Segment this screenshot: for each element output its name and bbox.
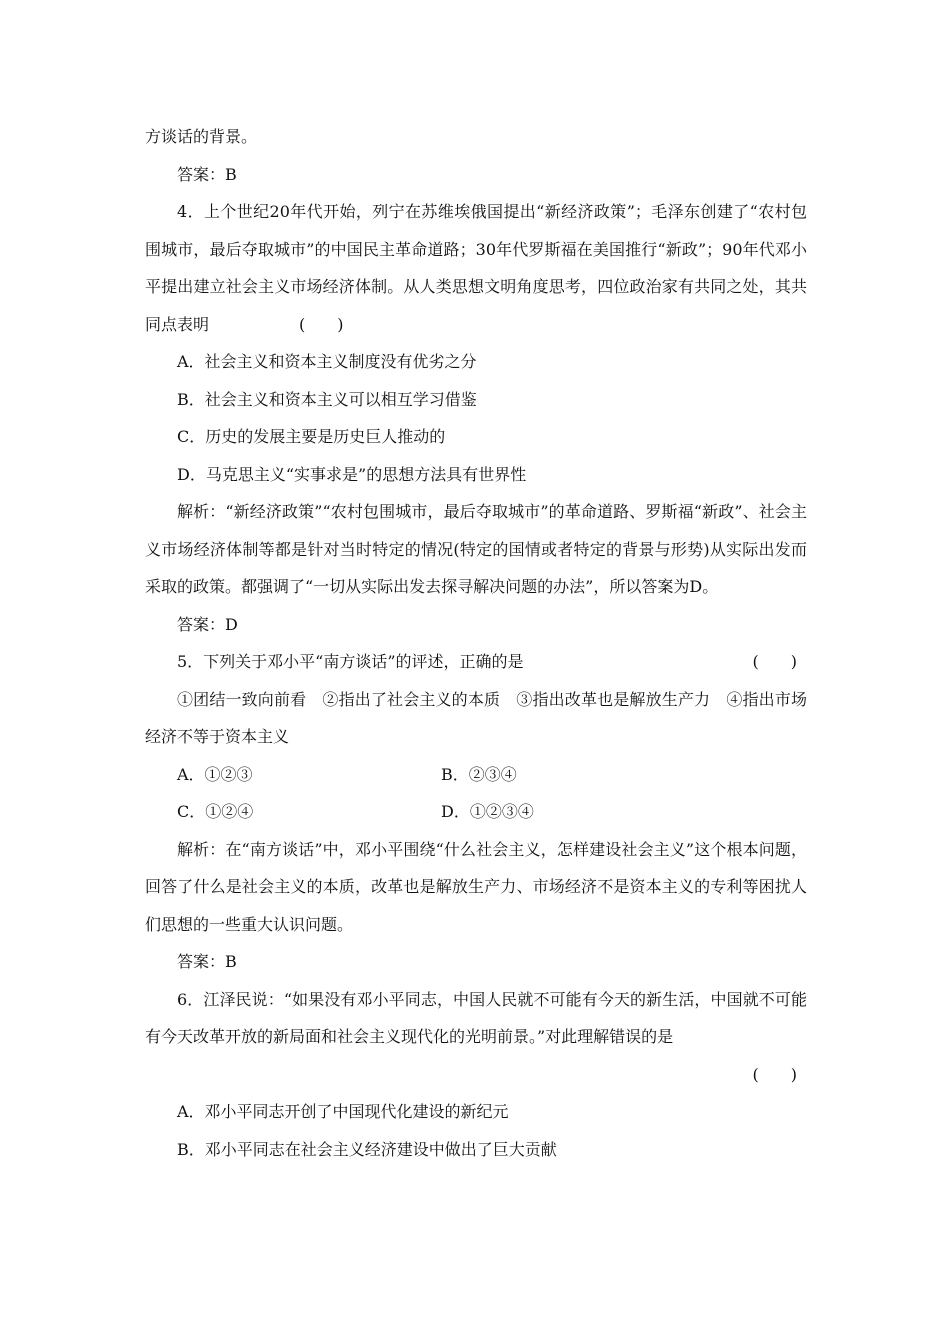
question-5-stem — [145, 643, 807, 681]
question-6-paren-line — [145, 1056, 807, 1094]
document-page — [145, 118, 807, 1168]
question-5-explanation: 解析：在“南方谈话”中，邓小平围绕“什么社会主义，怎样建设社会主义”这个根本问题，回答了什么是社会主义的本质，改革也是解放生产力、市场经济不是资本主义的专利等困扰人们思想的一些重大认识问题。 — [145, 839, 807, 934]
question-4-stem — [145, 193, 807, 343]
question-5-option-d: D．①②③④ — [441, 802, 534, 821]
question-4-answer-blank: ( ) — [299, 314, 344, 334]
question-5-statements: ①团结一致向前看 ②指出了社会主义的本质 ③指出改革也是解放生产力 ④指出市场经济不等于资本主义 — [145, 689, 807, 746]
answer-3: 答案：B — [177, 164, 237, 184]
question-5-option-a: A．①②③ — [177, 764, 253, 784]
question-6-stem: 6．江泽民说：“如果没有邓小平同志，中国人民就不可能有今天的新生活，中国就不可能有今天改革开放的新局面和社会主义现代化的光明前景。”对此理解错误的是 — [145, 989, 807, 1046]
question-4-option-b: B．社会主义和资本主义可以相互学习借鉴 — [177, 389, 477, 409]
question-4-option-c: C．历史的发展主要是历史巨人推动的 — [177, 427, 446, 446]
question-6-option-a: A．邓小平同志开创了中国现代化建设的新纪元 — [177, 1102, 509, 1121]
question-4-explanation: 解析：“新经济政策”“农村包围城市，最后夺取城市”的革命道路、罗斯福“新政”、社会主义市场经济体制等都是针对当时特定的情况(特定的国情或者特定的背景与形势)从实际出发而采取的政策。都强调了“一切从实际出发去探寻解决问题的办法”，所以答案为D。 — [145, 502, 807, 596]
question-6-answer-blank: ( ) — [752, 1064, 797, 1084]
question-6-option-b: B．邓小平同志在社会主义经济建设中做出了巨大贡献 — [177, 1139, 557, 1159]
question-4-option-d: D．马克思主义“实事求是”的思想方法具有世界性 — [177, 464, 527, 484]
question-5-option-b: B．②③④ — [441, 764, 517, 784]
question-5-options-row-1 — [145, 756, 807, 794]
answer-5: 答案：B — [177, 952, 237, 971]
answer-4: 答案：D — [177, 614, 238, 634]
text-line: 方谈话的背景。 — [145, 127, 258, 146]
question-5-option-c: C．①②④ — [177, 802, 254, 821]
question-5-options-row-2 — [145, 793, 807, 831]
question-5-text: 5．下列关于邓小平“南方谈话”的评述，正确的是 — [177, 652, 524, 671]
question-4-option-a: A．社会主义和资本主义制度没有优劣之分 — [177, 352, 477, 371]
question-4-text: 4．上个世纪20年代开始，列宁在苏维埃俄国提出“新经济政策”；毛泽东创建了“农村包围城市，最后夺取城市”的中国民主革命道路；30年代罗斯福在美国推行“新政”；90年代邓小平提出建立社会主义市场经济体制。从人类思想文明角度思考，四位政治家有共同之处，其共同点表明 — [145, 202, 807, 334]
question-5-answer-blank: ( ) — [752, 652, 797, 671]
